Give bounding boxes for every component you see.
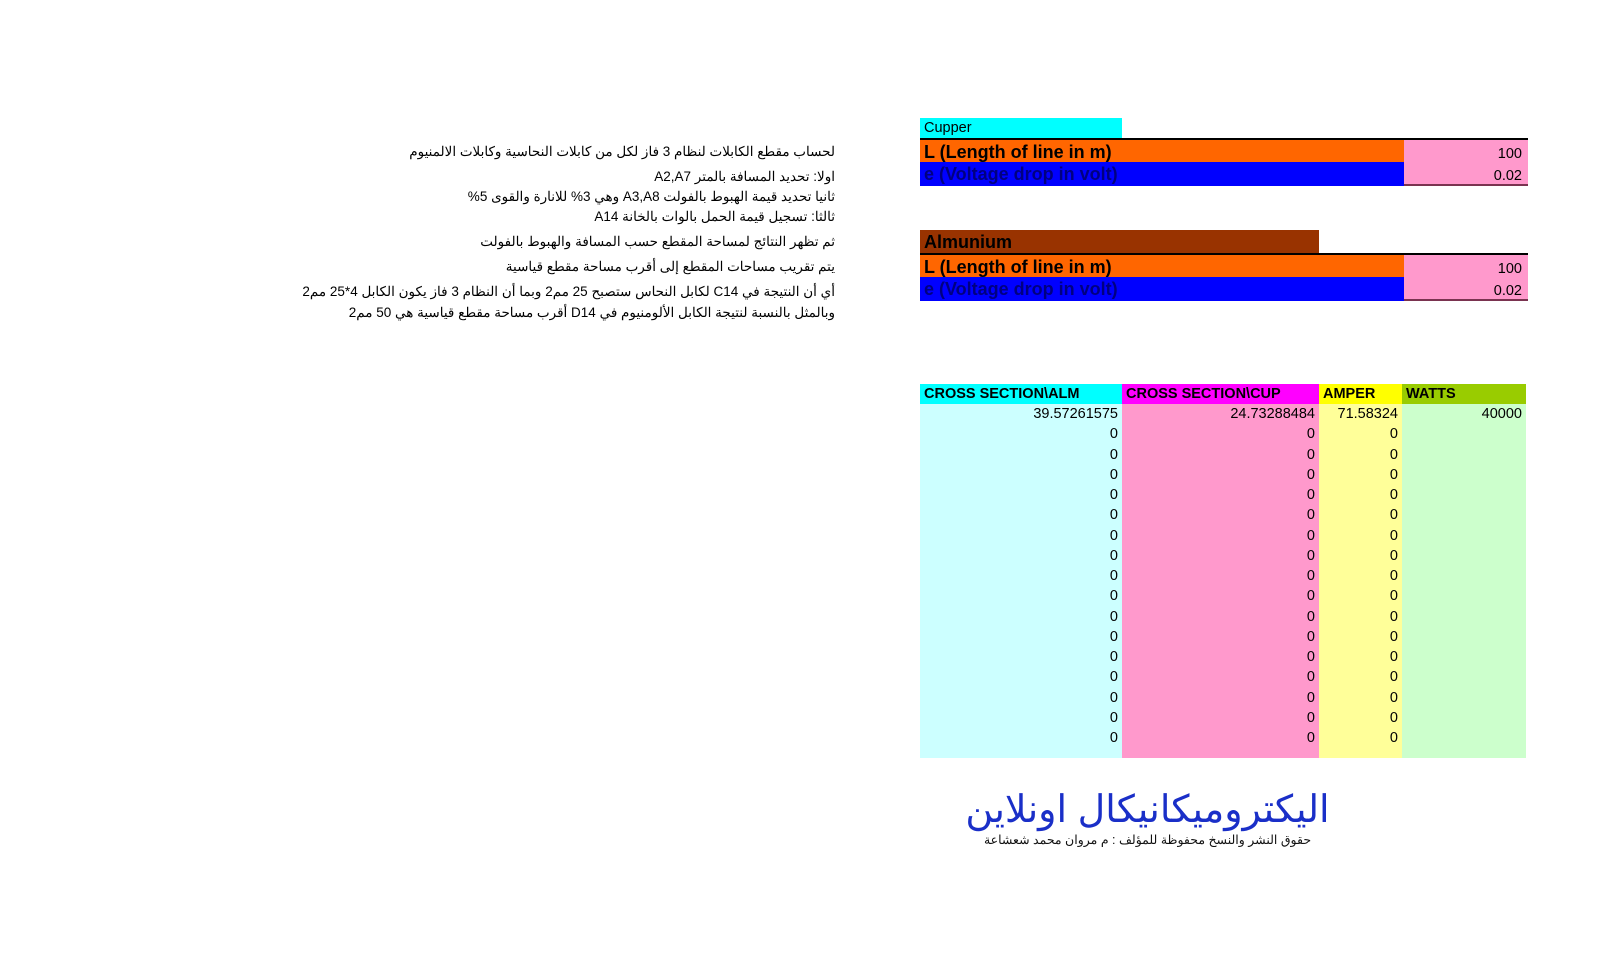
- table-cell: 0: [1389, 649, 1398, 665]
- cupper-drop-input[interactable]: 0.02: [1404, 162, 1528, 186]
- table-cell[interactable]: 40000: [1481, 406, 1522, 422]
- table-cell[interactable]: [1402, 445, 1526, 465]
- column-header: CROSS SECTION\ALM: [920, 384, 1122, 404]
- table-cell: 0: [1306, 669, 1315, 686]
- table-cell: 0: [1109, 466, 1118, 483]
- table-cell: 0: [1389, 588, 1398, 605]
- column-header: CROSS SECTION\CUP: [1122, 384, 1319, 404]
- table-cell: 0: [1109, 689, 1118, 706]
- table-cell: 0: [1109, 669, 1118, 686]
- almunium-drop-label: e (Voltage drop in volt): [920, 277, 1404, 301]
- almunium-length-input[interactable]: 100: [1404, 255, 1528, 279]
- table-cell: 0: [1389, 527, 1398, 544]
- table-cell[interactable]: [1402, 586, 1526, 606]
- table-cell: 0: [1389, 628, 1398, 645]
- table-cell: 0: [1109, 568, 1118, 584]
- table-cell: 0: [1109, 487, 1118, 503]
- table-cell: 0: [1109, 547, 1118, 564]
- table-cell[interactable]: [1402, 465, 1526, 485]
- column-header: AMPER: [1319, 384, 1402, 404]
- almunium-drop-row: [920, 277, 1528, 301]
- almunium-length-row: [920, 253, 1528, 279]
- table-cell[interactable]: [1402, 667, 1526, 687]
- table-cell[interactable]: [1402, 627, 1526, 647]
- table-cell: 0: [1389, 689, 1398, 706]
- table-cell: 0: [1306, 649, 1315, 665]
- column-amper: [1319, 384, 1402, 758]
- column-watts: [1402, 384, 1526, 758]
- table-cell: 0: [1109, 649, 1118, 665]
- table-cell: 0: [1389, 669, 1398, 686]
- table-cell: 0: [1109, 446, 1118, 463]
- table-cell: 0: [1389, 507, 1398, 524]
- table-cell: 0: [1389, 568, 1398, 584]
- table-cell[interactable]: [1402, 546, 1526, 566]
- table-cell: 0: [1389, 547, 1398, 564]
- table-cell: 0: [1109, 588, 1118, 605]
- table-cell: 0: [1306, 588, 1315, 605]
- table-cell: 0: [1109, 426, 1118, 443]
- table-cell: 0: [1306, 507, 1315, 524]
- table-cell: 0: [1389, 487, 1398, 503]
- table-cell[interactable]: [1402, 607, 1526, 627]
- instruction-line: أي أن النتيجة في C14 لكابل النحاس ستصبح 25 مم2 وبما أن النظام 3 فاز يكون الكابل 4*25 مم2: [302, 284, 835, 299]
- cupper-drop-label: e (Voltage drop in volt): [920, 162, 1404, 186]
- table-cell: 0: [1306, 608, 1315, 625]
- cupper-length-label: L (Length of line in m): [920, 140, 1404, 164]
- instruction-line: وبالمثل بالنسبة لنتيجة الكابل الألومنيوم في D14 أقرب مساحة مقطع قياسية هي 50 مم2: [348, 305, 835, 320]
- instruction-line: اولا: تحديد المسافة بالمتر A2,A7: [654, 169, 835, 184]
- table-cell: 0: [1306, 426, 1315, 443]
- table-cell: 0: [1389, 709, 1398, 726]
- table-cell[interactable]: [1402, 688, 1526, 708]
- table-cell: 0: [1109, 527, 1118, 544]
- results-table: [920, 384, 1526, 758]
- table-cell: 0: [1306, 689, 1315, 706]
- cupper-length-row: [920, 138, 1528, 164]
- table-cell: 0: [1389, 426, 1398, 443]
- table-cell: 0: [1109, 507, 1118, 524]
- table-cell[interactable]: [1402, 728, 1526, 748]
- table-cell: 0: [1306, 568, 1315, 584]
- instruction-line: ثالثا: تسجيل قيمة الحمل بالوات بالخانة A14: [594, 209, 835, 224]
- table-cell: 0: [1109, 730, 1118, 746]
- table-cell: 39.57261575: [1033, 406, 1118, 422]
- column-cross-section-cup: [1122, 384, 1319, 758]
- table-cell: 0: [1306, 527, 1315, 544]
- table-cell: 0: [1306, 487, 1315, 503]
- table-cell[interactable]: [1402, 708, 1526, 728]
- table-cell: 0: [1389, 730, 1398, 746]
- instruction-line: لحساب مقطع الكابلات لنظام 3 فاز لكل من كابلات النحاسية وكابلات الالمنيوم: [409, 144, 835, 159]
- almunium-length-label: L (Length of line in m): [920, 255, 1404, 279]
- table-cell: 0: [1389, 466, 1398, 483]
- table-cell: 0: [1306, 730, 1315, 746]
- copyright-note: حقوق النشر والنسخ محفوظة للمؤلف : م مروان محمد شعشاعة: [983, 833, 1312, 847]
- instruction-line: ثانيا تحديد قيمة الهبوط بالفولت A3,A8 وهي 3% للانارة والقوى 5%: [467, 189, 835, 204]
- brand-title: اليكتروميكانيكال اونلاين: [965, 789, 1330, 831]
- instruction-line: ثم تظهر النتائج لمساحة المقطع حسب المسافة والهبوط بالفولت: [480, 234, 835, 249]
- cupper-length-input[interactable]: 100: [1404, 140, 1528, 164]
- instruction-line: يتم تقريب مساحات المقطع إلى أقرب مساحة مقطع قياسية: [505, 259, 835, 274]
- table-cell: 0: [1389, 446, 1398, 463]
- table-cell[interactable]: [1402, 566, 1526, 586]
- table-cell: 24.73288484: [1230, 406, 1315, 422]
- cupper-drop-row: [920, 162, 1528, 186]
- table-cell[interactable]: [1402, 505, 1526, 525]
- table-cell: 0: [1109, 628, 1118, 645]
- table-cell: 0: [1306, 547, 1315, 564]
- table-cell[interactable]: [1402, 526, 1526, 546]
- almunium-title: Almunium: [920, 230, 1319, 254]
- column-header: WATTS: [1402, 384, 1526, 404]
- table-cell: 0: [1306, 446, 1315, 463]
- table-cell: 0: [1109, 709, 1118, 726]
- table-cell[interactable]: [1402, 647, 1526, 667]
- table-cell: 0: [1306, 466, 1315, 483]
- table-cell: 0: [1306, 628, 1315, 645]
- table-cell[interactable]: [1402, 485, 1526, 505]
- column-cross-section-alm: [920, 384, 1122, 758]
- table-cell: 0: [1389, 608, 1398, 625]
- almunium-drop-input[interactable]: 0.02: [1404, 277, 1528, 301]
- table-cell: 0: [1109, 608, 1118, 625]
- table-cell: 71.58324: [1337, 406, 1398, 422]
- table-cell[interactable]: [1402, 424, 1526, 444]
- cupper-title: Cupper: [920, 118, 1122, 138]
- table-cell: 0: [1306, 709, 1315, 726]
